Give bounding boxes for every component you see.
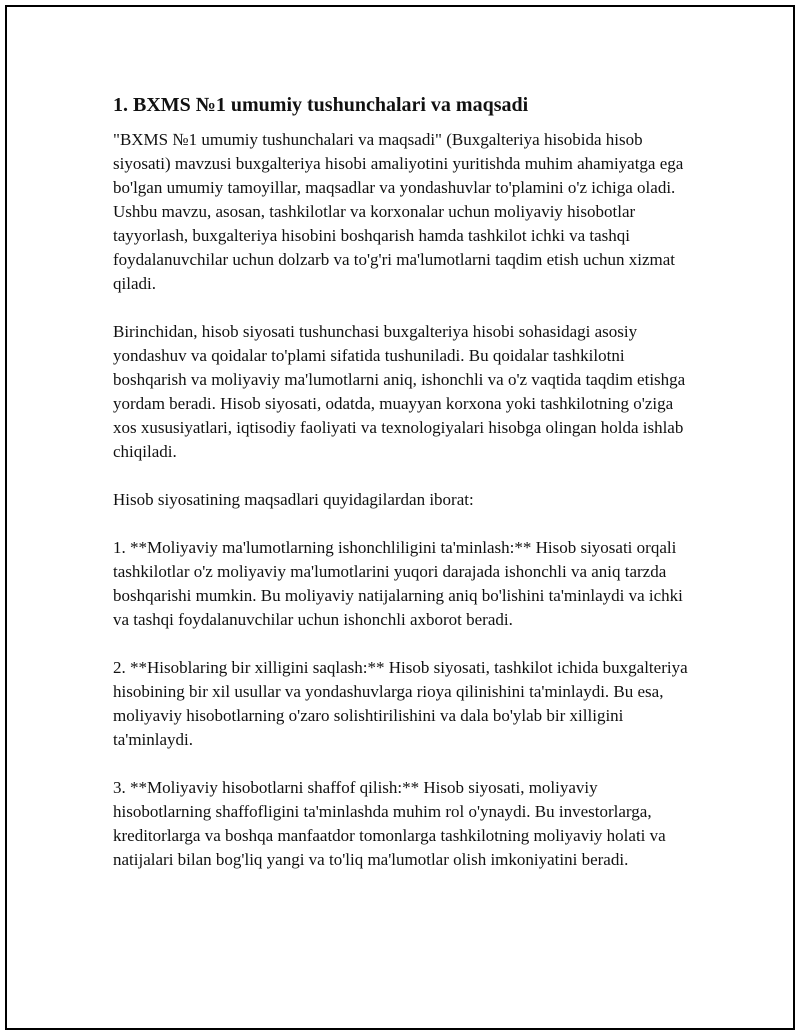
goal-item-1: 1. **Moliyaviy ma'lumotlarning ishonchliligini ta'minlash:** Hisob siyosati orqali tashkilotlar o'z moliyaviy ma'lumotlarini yuqori darajada ishonchli va aniq tarzda boshqarishi mumkin. Bu moliyaviy natijalarning aniq bo'lishini ta'minlaydi va ichki va tashqi foydalanuvchilar uchun ishonchli axborot beradi. [113,538,683,629]
goal-item-3: 3. **Moliyaviy hisobotlarni shaffof qilish:** Hisob siyosati, moliyaviy hisobotlarning shaffofligini ta'minlashda muhim rol o'ynaydi. Bu investorlarga, kreditorlarga va boshqa manfaatdor tomonlarga tashkilotning moliyaviy holati va natijalari bilan bog'liq yangi va to'liq ma'lumotlar olish imkoniyatini beradi. [113,778,666,869]
intro-paragraph: "BXMS №1 umumiy tushunchalari va maqsadi" (Buxgalteriya hisobida hisob siyosati) mavzusi buxgalteriya hisobi amaliyotini yuritishda muhim ahamiyatga ega bo'lgan umumiy tamoyillar, maqsadlar va yondashuvlar to'plamini o'z ichiga oladi. Ushbu mavzu, asosan, tashkilotlar va korxonalar uchun moliyaviy hisobotlar tayyorlash, buxgalteriya hisobini boshqarish hamda tashkilot ichki va tashqi foydalanuvchilar uchun dolzarb va to'g'ri ma'lumotlarni taqdim etish uchun xizmat qiladi. [113,130,684,293]
goal-item-2: 2. **Hisoblaring bir xilligini saqlash:** Hisob siyosati, tashkilot ichida buxgalteriya hisobining bir xil usullar va yondashuvlarga rioya qilinishini ta'minlaydi. Bu esa, moliyaviy hisobotlarning o'zaro solishtirilishini va dala bo'ylab bir xilligini ta'minlaydi. [113,658,688,749]
policy-definition-paragraph: Birinchidan, hisob siyosati tushunchasi buxgalteriya hisobi sohasidagi asosiy yondashuv va qoidalar to'plami sifatida tushuniladi. Bu qoidalar tashkilotni boshqarish va moliyaviy ma'lumotlarni aniq, ishonchli va o'z vaqtida taqdim etishga yordam beradi. Hisob siyosati, odatda, muayyan korxona yoki tashkilotning o'ziga xos xususiyatlari, iqtisodiy faoliyati va texnologiyalari hisobga olingan holda ishlab chiqiladi. [113,322,686,461]
goals-intro-paragraph: Hisob siyosatining maqsadlari quyidagilardan iborat: [113,490,474,509]
document-body [113,92,693,896]
section-heading: 1. BXMS №1 umumiy tushunchalari va maqsadi [113,94,529,116]
